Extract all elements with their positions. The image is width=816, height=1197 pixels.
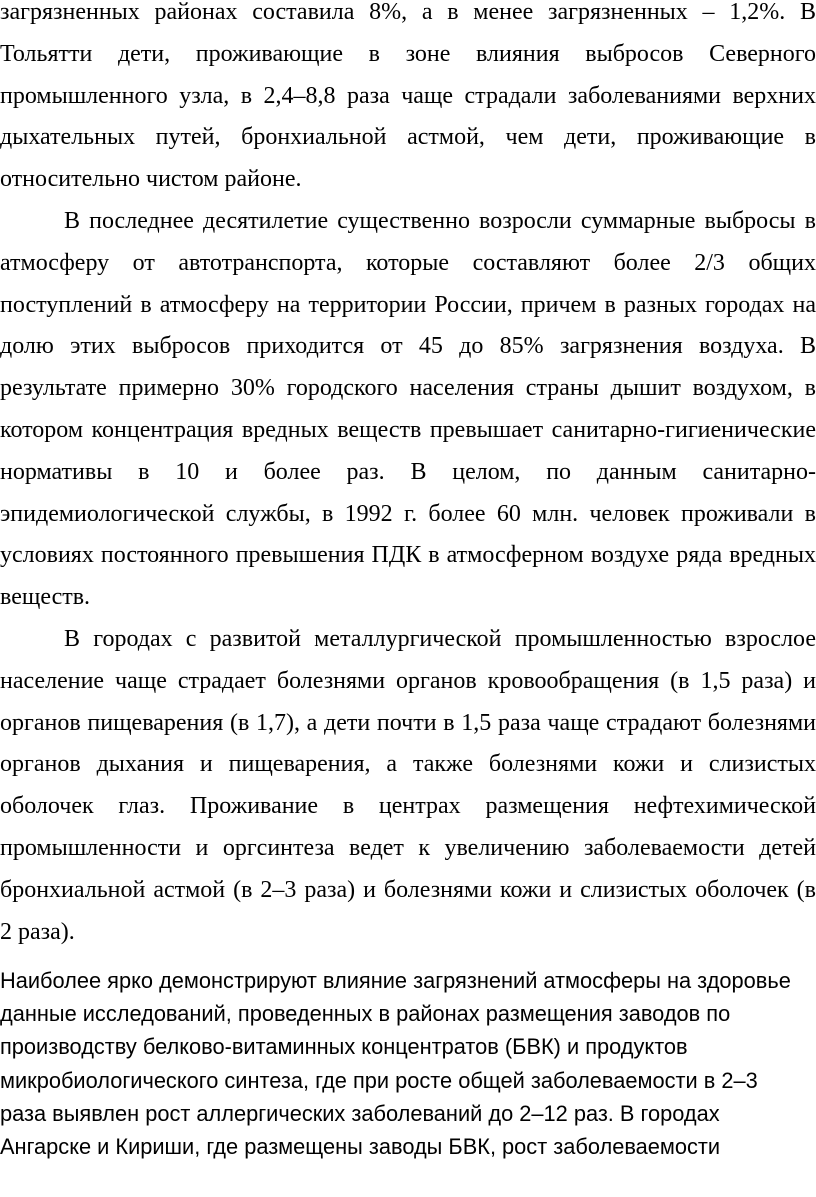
- text-line: производству белково-витаминных концентратов (БВК) и продуктов: [0, 1034, 688, 1060]
- text-line: оболочек глаз. Проживание в центрах размещения нефтехимической: [0, 793, 816, 820]
- text-line: В городах с развитой металлургической промышленностью взрослое: [64, 625, 816, 652]
- text-line: эпидемиологической службы, в 1992 г. более 60 млн. человек проживали в: [0, 500, 816, 527]
- paragraph-1: [0, 0, 816, 201]
- text-line: Наиболее ярко демонстрируют влияние загрязнений атмосферы на здоровье: [0, 968, 791, 993]
- text-line: микробиологического синтеза, где при росте общей заболеваемости в 2–3: [0, 1067, 758, 1093]
- text-line: загрязненных районах составила 8%, а в менее загрязненных – 1,2%. В: [0, 0, 816, 25]
- text-line: 2 раза).: [0, 918, 75, 945]
- text-line: население чаще страдает болезнями органов кровообращения (в 1,5 раза) и: [0, 667, 816, 694]
- text-line: нормативы в 10 и более раз. В целом, по данным санитарно-: [0, 458, 816, 485]
- text-line: веществ.: [0, 584, 91, 611]
- text-line: результате примерно 30% городского населения страны дышит воздухом, в: [0, 375, 816, 402]
- paragraph-4: [0, 964, 816, 1163]
- text-line: дыхательных путей, бронхиальной астмой, чем дети, проживающие в: [0, 124, 816, 151]
- text-line: котором концентрация вредных веществ превышает санитарно-гигиенические: [0, 416, 816, 443]
- text-line: условиях постоянного превышения ПДК в атмосферном воздухе ряда вредных: [0, 542, 816, 569]
- text-line: органов дыхания и пищеварения, а также болезнями кожи и слизистых: [0, 751, 816, 778]
- paragraph-2: [0, 201, 816, 619]
- text-line: Тольятти дети, проживающие в зоне влияния выбросов Северного: [0, 40, 816, 67]
- text-line: долю этих выбросов приходится от 45 до 85% загрязнения воздуха. В: [0, 333, 816, 360]
- text-line: атмосферу от автотранспорта, которые составляют более 2/3 общих: [0, 249, 816, 276]
- text-line: Ангарске и Кириши, где размещены заводы БВК, рост заболеваемости: [0, 1134, 721, 1160]
- text-line: раза выявлен рост аллергических заболеваний до 2–12 раз. В городах: [0, 1100, 720, 1126]
- text-line: промышленности и оргсинтеза ведет к увеличению заболеваемости детей: [0, 834, 816, 861]
- text-line: органов пищеварения (в 1,7), а дети почти в 1,5 раза чаще страдают болезнями: [0, 709, 816, 736]
- text-line: В последнее десятилетие существенно возросли суммарные выбросы в: [64, 207, 816, 234]
- text-line: данные исследований, проведенных в районах размещения заводов по: [0, 1001, 731, 1027]
- text-line: поступлений в атмосферу на территории России, причем в разных городах на: [0, 291, 816, 318]
- text-line: бронхиальной астмой (в 2–3 раза) и болезнями кожи и слизистых оболочек (в: [0, 876, 816, 903]
- text-line: относительно чистом районе.: [0, 166, 302, 193]
- text-line: промышленного узла, в 2,4–8,8 раза чаще страдали заболеваниями верхних: [0, 82, 816, 109]
- paragraph-3: [0, 619, 816, 953]
